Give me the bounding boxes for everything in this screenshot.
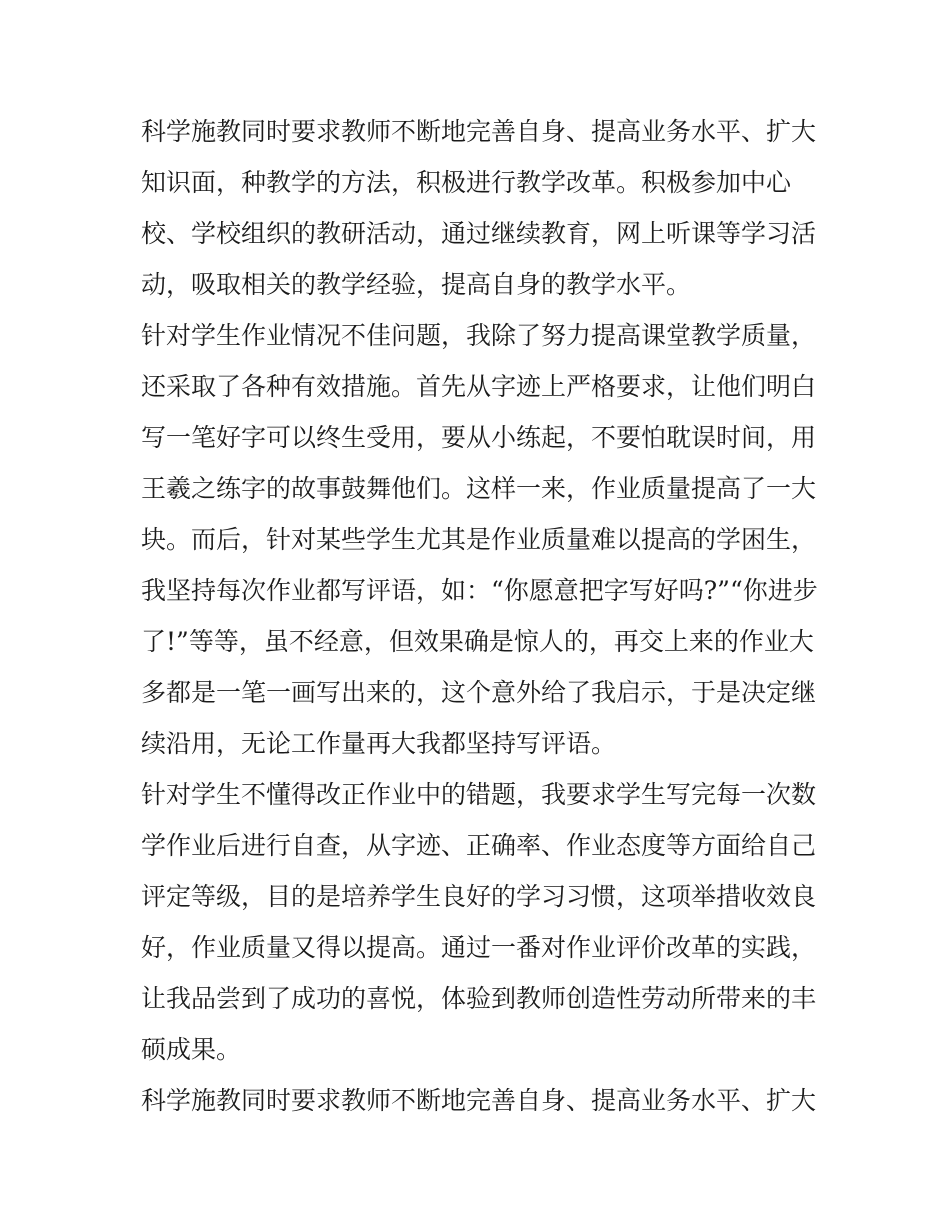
text-line: 知识面，种教学的方法，积极进行教学改革。积极参加中心	[141, 168, 792, 197]
paragraph-1	[141, 106, 817, 310]
text-line: 科学施教同时要求教师不断地完善自身、提高业务水平、扩大	[141, 1086, 817, 1115]
text-line: 科学施教同时要求教师不断地完善自身、提高业务水平、扩大	[141, 117, 817, 146]
document-body	[141, 106, 818, 1126]
paragraph-4	[141, 1075, 817, 1126]
text-line: 了!”等等，虽不经意，但效果确是惊人的，再交上来的作业大	[141, 627, 814, 656]
text-line: 写一笔好字可以终生受用，要从小练起，不要怕耽误时间，用	[141, 423, 817, 452]
text-line: 王羲之练字的故事鼓舞他们。这样一来，作业质量提高了一大	[141, 474, 817, 503]
text-line: 续沿用，无论工作量再大我都坚持写评语。	[141, 729, 617, 758]
text-line: 还采取了各种有效措施。首先从字迹上严格要求，让他们明白	[141, 372, 817, 401]
paragraph-3	[141, 769, 817, 1075]
text-line: 好，作业质量又得以提高。通过一番对作业评价改革的实践，	[141, 933, 817, 962]
paragraph-2	[141, 310, 818, 769]
text-line: 我坚持每次作业都写评语，如：“你愿意把字写好吗?”“你进步	[141, 576, 818, 605]
text-line: 动，吸取相关的教学经验，提高自身的教学水平。	[141, 270, 692, 299]
text-line: 块。而后，针对某些学生尤其是作业质量难以提高的学困生，	[141, 525, 817, 554]
text-line: 硕成果。	[141, 1035, 242, 1064]
text-line: 针对学生不懂得改正作业中的错题，我要求学生写完每一次数	[141, 780, 817, 809]
text-line: 校、学校组织的教研活动，通过继续教育，网上听课等学习活	[141, 219, 817, 248]
text-line: 让我品尝到了成功的喜悦，体验到教师创造性劳动所带来的丰	[141, 984, 817, 1013]
text-line: 学作业后进行自查，从字迹、正确率、作业态度等方面给自己	[141, 831, 817, 860]
text-line: 评定等级，目的是培养学生良好的学习习惯，这项举措收效良	[141, 882, 817, 911]
text-line: 多都是一笔一画写出来的，这个意外给了我启示，于是决定继	[141, 678, 817, 707]
text-line: 针对学生作业情况不佳问题，我除了努力提高课堂教学质量，	[141, 321, 817, 350]
